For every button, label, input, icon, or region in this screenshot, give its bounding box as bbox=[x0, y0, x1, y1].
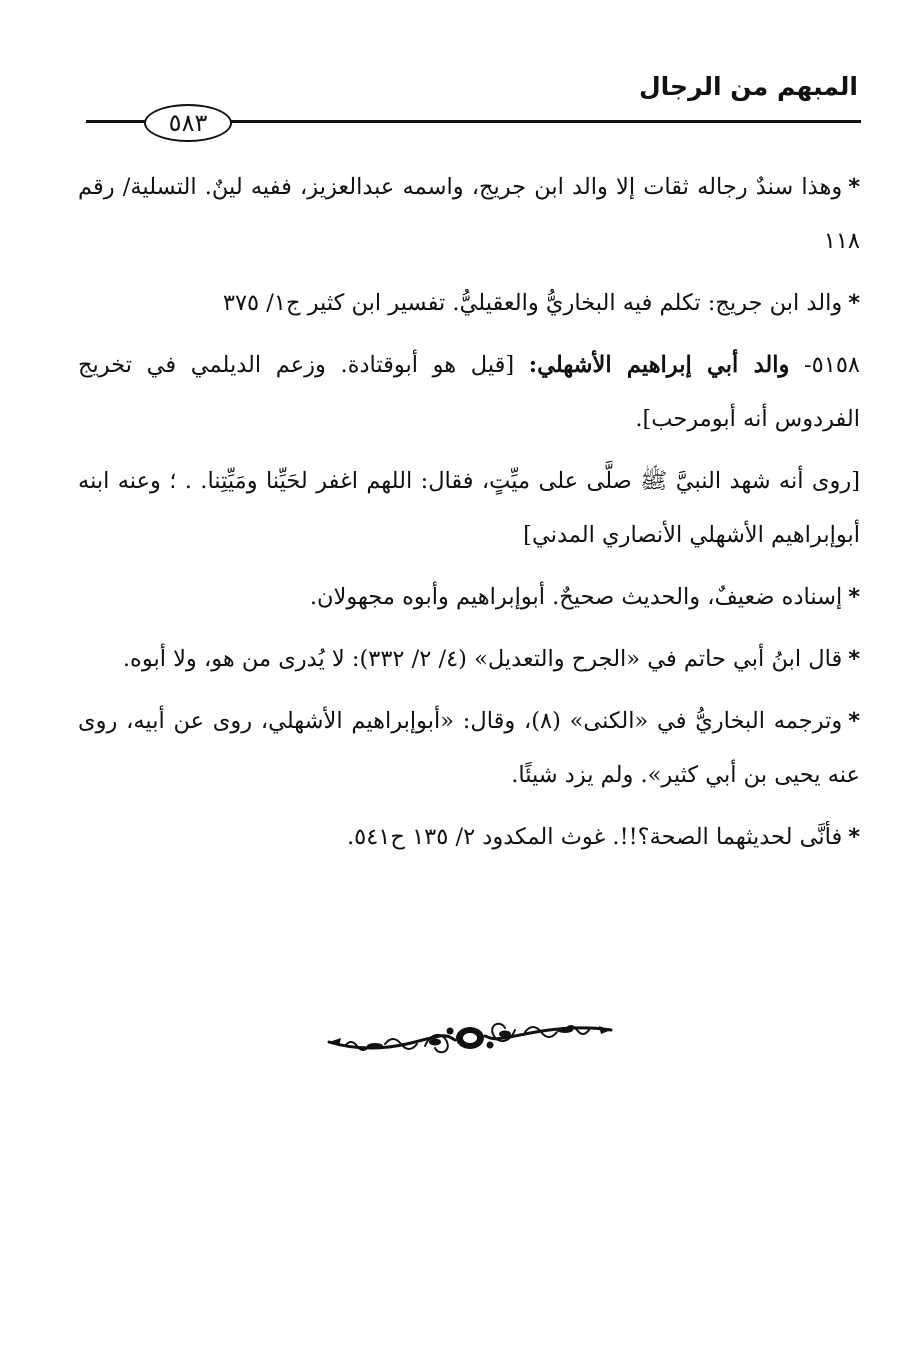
paragraph-text: وهذا سندٌ رجاله ثقات إلا والد ابن جريج، واسمه عبدالعزيز، ففيه لينٌ. التسلية/ رقم ١١٨ bbox=[78, 174, 860, 254]
paragraph-text: والد ابن جريج: تكلم فيه البخاريُّ والعقيليُّ. تفسير ابن كثير ج١/ ٣٧٥ bbox=[222, 290, 843, 316]
paragraph-4 bbox=[78, 454, 860, 562]
paragraph-1 bbox=[78, 160, 860, 268]
page-number: ٥٨٣ bbox=[168, 109, 208, 137]
paragraph-6 bbox=[78, 632, 860, 686]
body-text bbox=[78, 160, 860, 872]
entry-5158 bbox=[78, 338, 860, 446]
star-marker: * bbox=[848, 290, 860, 316]
entry-number: ٥١٥٨- bbox=[804, 352, 860, 378]
paragraph-text: [روى أنه شهد النبيَّ ﷺ صلَّى على ميِّتٍ، فقال: اللهم اغفر لحَيِّنا ومَيِّتِنا. . ؛ وعنه ابنه أبوإبراهيم الأشهلي الأنصاري المدني] bbox=[78, 468, 860, 548]
star-marker: * bbox=[848, 708, 860, 734]
decorative-divider-ornament-icon bbox=[325, 1016, 615, 1058]
paragraph-8 bbox=[78, 810, 860, 864]
paragraph-2 bbox=[78, 276, 860, 330]
star-marker: * bbox=[848, 646, 860, 672]
star-marker: * bbox=[848, 824, 860, 850]
paragraph-7 bbox=[78, 694, 860, 802]
paragraph-text: قال ابنُ أبي حاتم في «الجرح والتعديل» (٤/ ٢/ ٣٣٢): لا يُدرى من هو، ولا أبوه. bbox=[122, 646, 843, 672]
page-number-badge bbox=[144, 104, 232, 142]
paragraph-text: وترجمه البخاريُّ في «الكنى» (٨)، وقال: «أبوإبراهيم الأشهلي، روى عن أبيه، روى عنه يحيى بن أبي كثير». ولم يزد شيئًا. bbox=[78, 708, 860, 788]
star-marker: * bbox=[848, 174, 860, 200]
paragraph-text: [قيل هو أبوقتادة. وزعم الديلمي في تخريج الفردوس أنه أبومرحب]. bbox=[78, 352, 860, 432]
star-marker: * bbox=[848, 584, 860, 610]
paragraph-5 bbox=[78, 570, 860, 624]
running-header-title: المبهم من الرجال bbox=[638, 72, 858, 101]
paragraph-text: إسناده ضعيفٌ، والحديث صحيحٌ. أبوإبراهيم وأبوه مجهولان. bbox=[309, 584, 843, 610]
entry-name: والد أبي إبراهيم الأشهلي: bbox=[528, 352, 790, 378]
paragraph-text: فأنَّى لحديثهما الصحة؟!!. غوث المكدود ٢/ ١٣٥ ح٥٤١. bbox=[346, 824, 843, 850]
